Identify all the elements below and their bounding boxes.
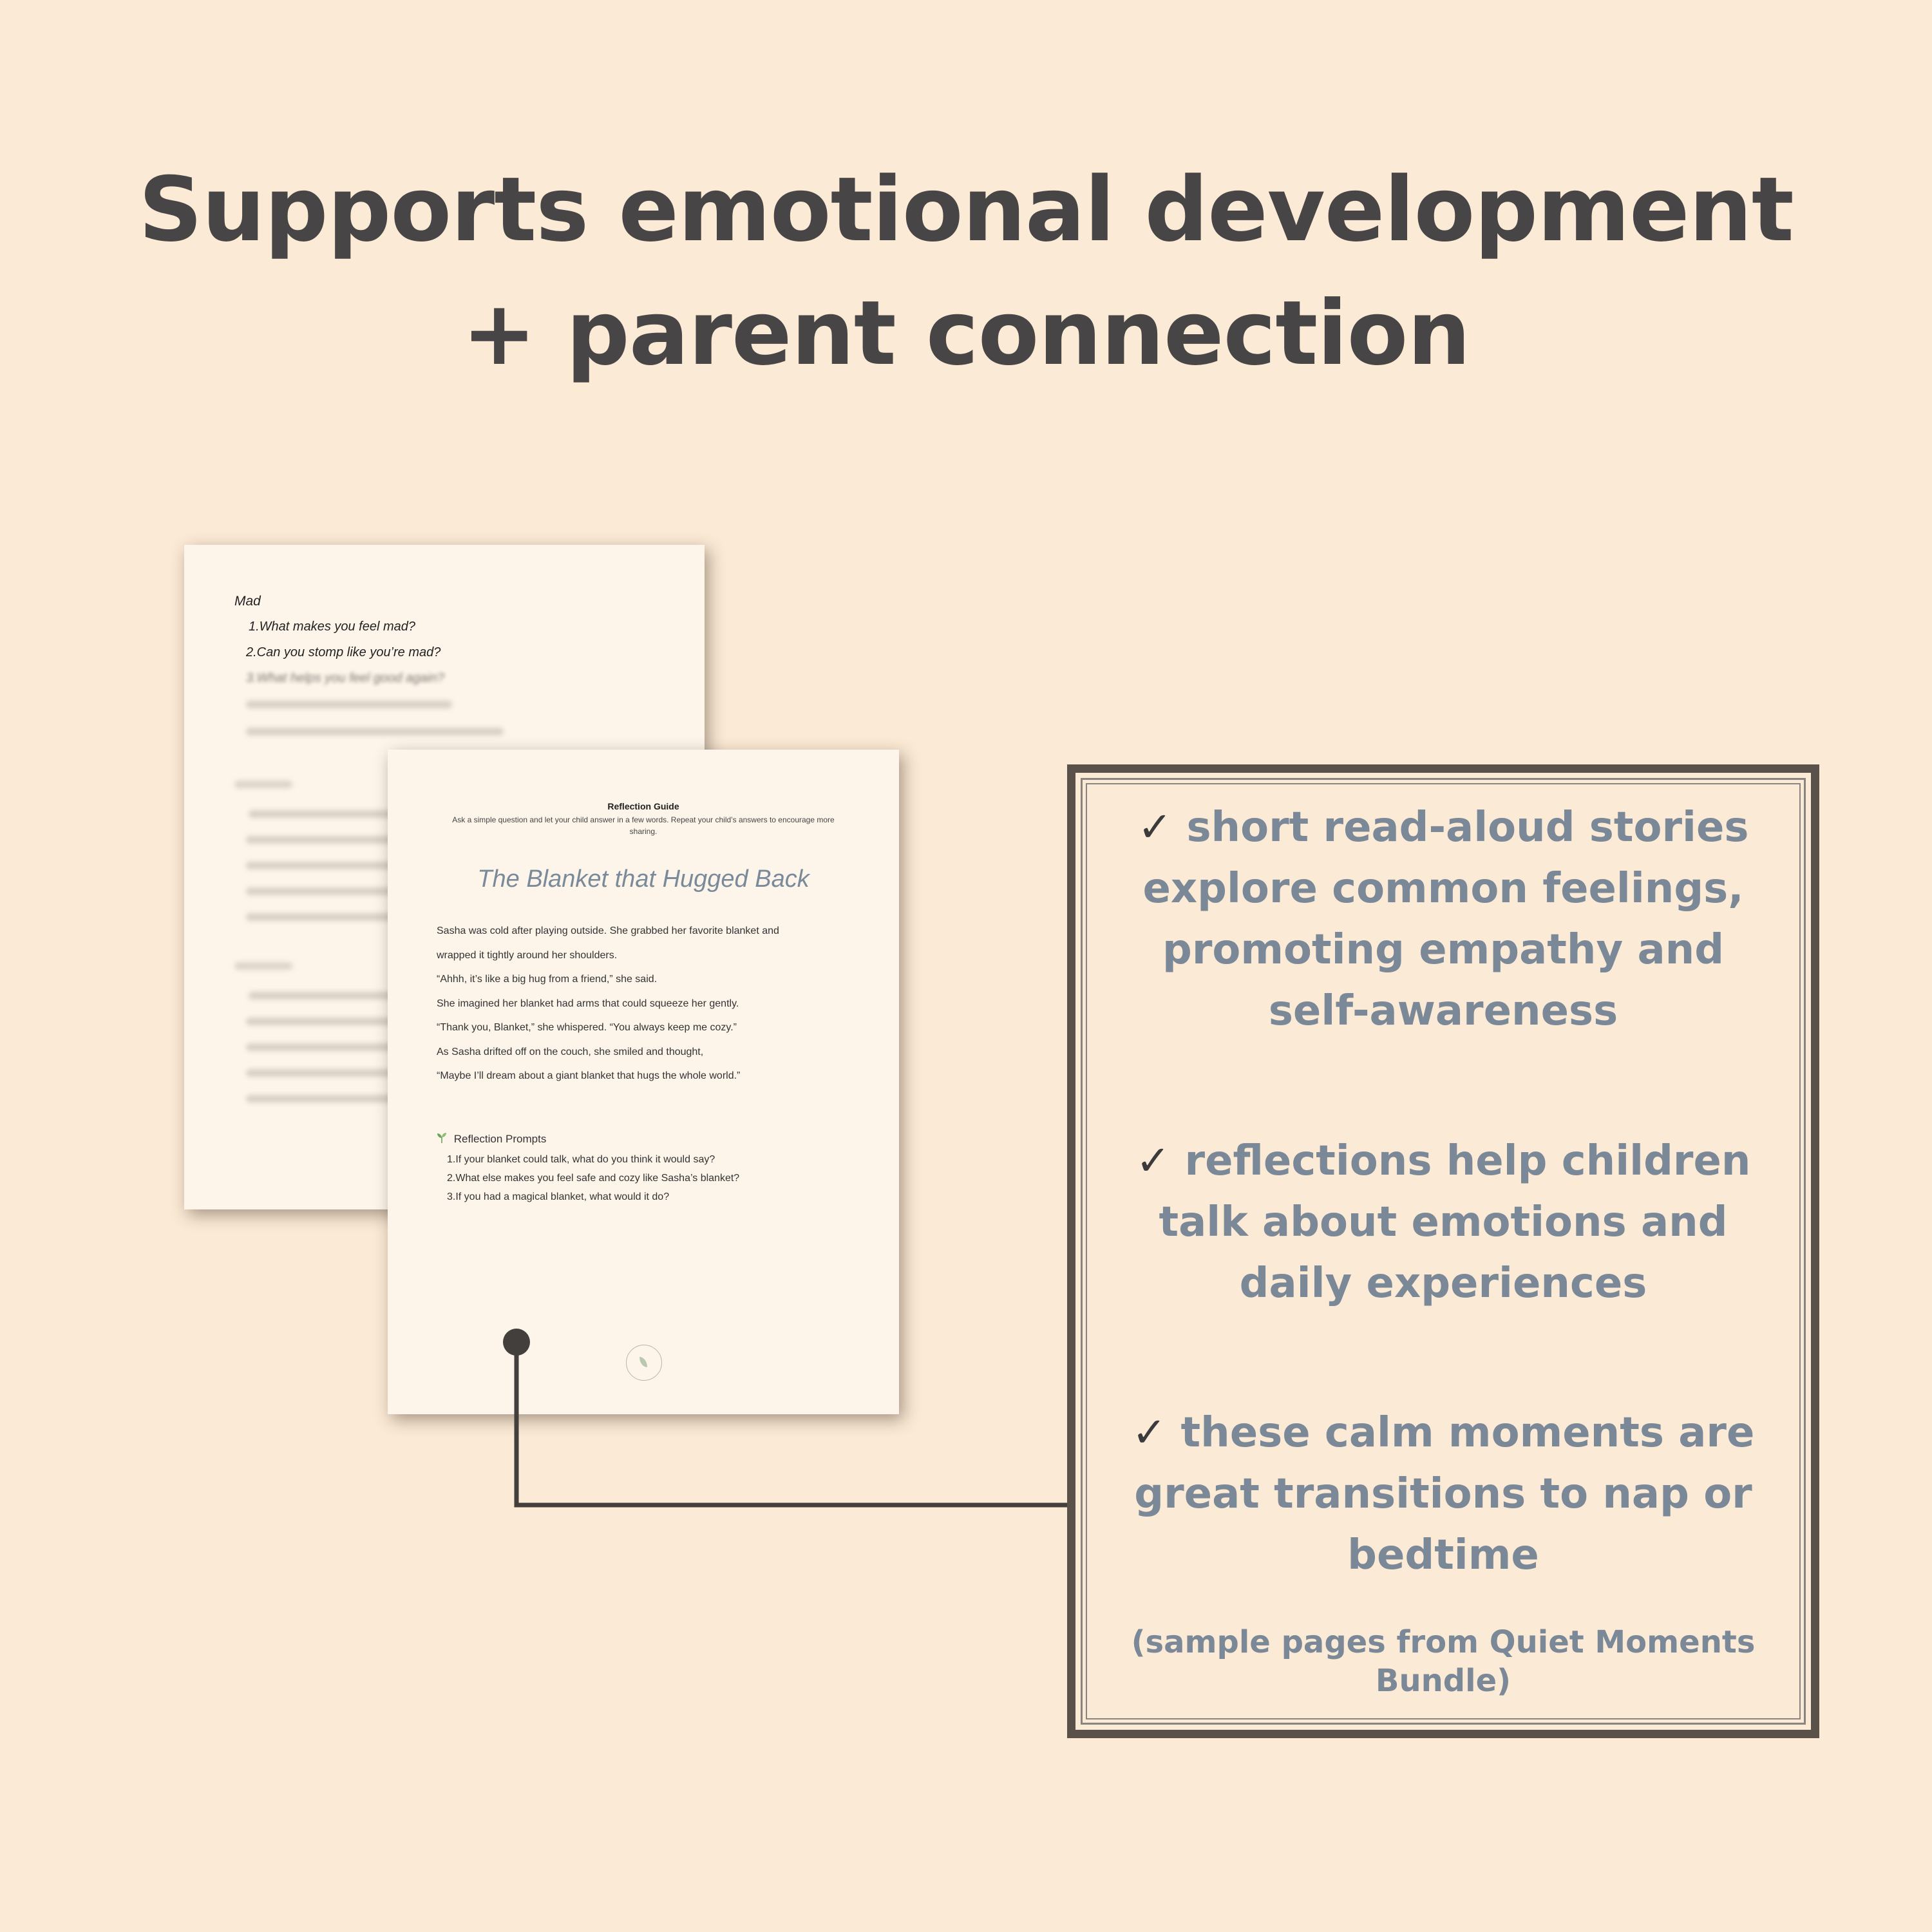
blurred-text [246,1095,401,1103]
story-title: The Blanket that Hugged Back [477,866,810,893]
story-line: She imagined her blanket had arms that could squeeze her gently. [437,998,739,1009]
blurred-text [246,1069,401,1077]
blurred-text [246,1018,401,1025]
feature-bullet-text: these calm moments are great transitions to nap or bedtime [1134,1409,1755,1579]
reflection-prompt: 2.What else makes you feel safe and cozy like Sasha’s blanket? [447,1173,740,1184]
headline-line-2: + parent connection [462,281,1470,385]
headline-line-1: Supports emotional development [138,158,1794,261]
sprout-icon [437,1133,450,1145]
story-text [437,919,862,1088]
reflection-prompt: 1.If your blanket could talk, what do you think it would say? [447,1154,715,1165]
back-page-question-2: 2.Can you stomp like you’re mad? [246,645,441,659]
feature-callout-box [1067,764,1819,1738]
back-page-question-1: 1.What makes you feel mad? [249,620,416,634]
sample-page-front [388,750,899,1414]
brand-logo [626,1345,662,1381]
feature-bullet-text: reflections help children talk about emotions and daily experiences [1159,1137,1751,1307]
reflection-guide-instructions: Ask a simple question and let your child answer in a few words. Repeat your child’s answers to encourage more sharing. [452,815,835,836]
checkmark-icon: ✓ [1135,1137,1171,1185]
story-line: wrapped it tightly around her shoulders. [437,949,618,961]
back-page-question-3: 3.What helps you feel good again? [246,671,444,685]
story-line: “Ahhh, it’s like a big hug from a friend,” she said. [437,974,658,985]
blurred-heading [234,962,292,970]
blurred-text [246,913,401,921]
story-line: As Sasha drifted off on the couch, she smiled and thought, [437,1046,704,1057]
blurred-text [249,992,403,999]
blurred-text [246,728,504,735]
reflection-guide-title: Reflection Guide [607,801,679,811]
headline [0,148,1932,395]
feature-bullet-2 [1114,1131,1772,1314]
sample-pages-note: (sample pages from Quiet Moments Bundle) [1131,1624,1756,1699]
story-line: “Maybe I’ll dream about a giant blanket that hugs the whole world.” [437,1070,741,1081]
reflection-prompts-label: Reflection Prompts [453,1133,547,1145]
reflection-prompts-heading [437,1132,546,1146]
story-line: Sasha was cold after playing outside. She grabbed her favorite blanket and [437,925,779,936]
blurred-text [246,887,401,895]
checkmark-icon: ✓ [1132,1409,1167,1457]
feature-bullet-1 [1114,797,1772,1042]
blurred-text [246,701,452,708]
blurred-text [246,1043,401,1051]
leaf-icon [639,1357,647,1367]
blurred-text [249,810,403,818]
feature-bullet-text: short read-aloud stories explore common feelings, promoting empathy and self-awareness [1142,804,1749,1035]
back-page-heading: Mad [234,594,261,609]
checkmark-icon: ✓ [1137,804,1173,851]
reflection-prompts-list [447,1150,739,1206]
reflection-prompt: 3.If you had a magical blanket, what would it do? [447,1191,670,1202]
blurred-heading [234,781,292,788]
story-line: “Thank you, Blanket,” she whispered. “You always keep me cozy.” [437,1022,737,1033]
blurred-text [246,862,401,869]
feature-bullet-3 [1114,1403,1772,1586]
blurred-text [246,836,401,844]
